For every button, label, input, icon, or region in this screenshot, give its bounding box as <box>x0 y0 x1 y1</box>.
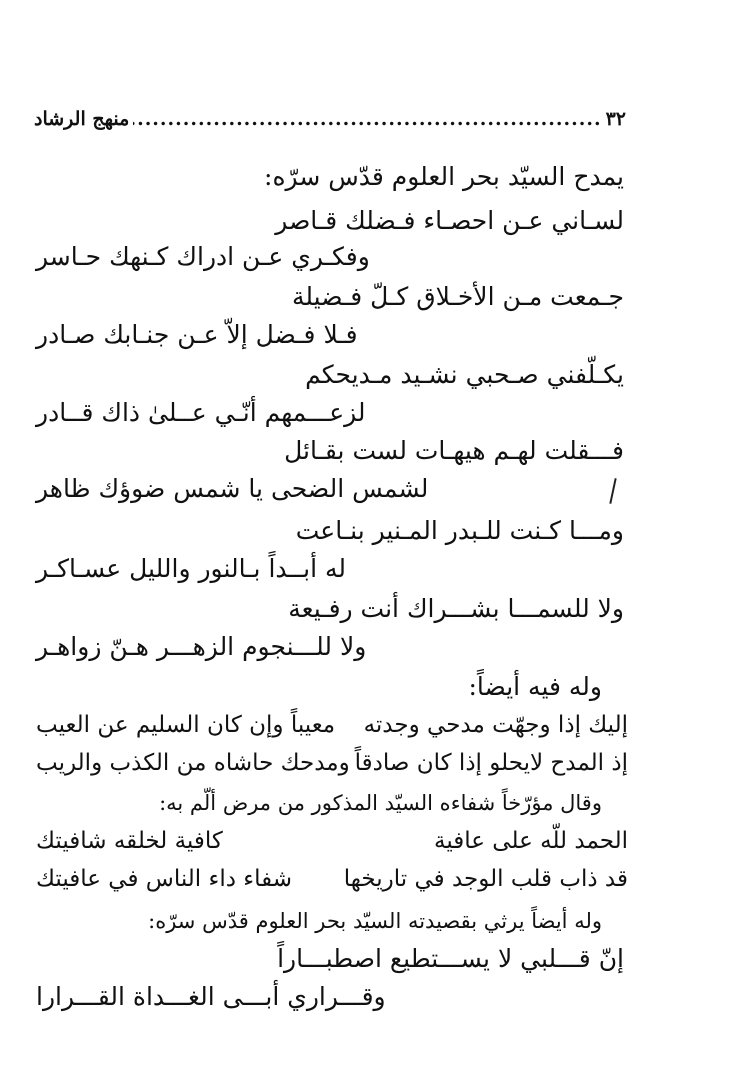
hemistich-second: معيباً وإن كان السليم عن العيب <box>36 712 336 738</box>
hemistich-second: ومدحك حاشاه من الكذب والريب <box>36 750 350 776</box>
hemistich-first: إليك إذا وجهّت مدحي وجدته <box>363 712 628 738</box>
couplet <box>36 824 628 858</box>
verse-line: ولا للـــنجوم الزهـــر هـنّ زواهـر <box>36 632 367 661</box>
section-intro: وقال مؤرّخاً شفاءه السيّد المذكور من مرض ألّم به: <box>159 791 602 815</box>
couplet <box>36 708 628 742</box>
section-intro: وله أيضاً يرثي بقصيدته السيّد بحر العلوم قدّس سرّه: <box>148 909 602 933</box>
verse-line: ولا للسمـــا بشـــراك أنت رفـيعة <box>288 594 624 623</box>
verse-line: ومـــا كـنت للـبدر المـنير بنـاعت <box>295 516 624 545</box>
page-number: ٣٢ <box>605 108 626 130</box>
section-intro: يمدح السيّد بحر العلوم قدّس سرّه: <box>264 162 624 191</box>
verse-line: جـمعت مـن الأخـلاق كـلّ فـضيلة <box>291 282 624 311</box>
couplet <box>36 862 628 896</box>
verse-line: وقـــراري أبـــى الغـــداة القـــرارا <box>36 982 386 1011</box>
verse-line: له أبــداً بـالنور والليل عسـاكـر <box>36 554 347 583</box>
verse-line: يكـلّفني صـحبي نشـيد مـديحكم <box>305 360 624 389</box>
hemistich-first: الحمد للّه على عافية <box>433 828 628 854</box>
verse-line: فـــقلت لهـم هيهـات لست بقـائل <box>284 436 624 465</box>
hemistich-second: شفاء داء الناس في عافيتك <box>36 866 292 892</box>
couplet <box>36 746 628 780</box>
verse-line: لشمس الضحى يا شمس ضوؤك ظاهر <box>36 474 429 503</box>
hemistich-first: قد ذاب قلب الوجد في تاريخها <box>343 866 628 892</box>
verse-line: لزعـــمهم أنّـي عــلىٰ ذاك قــادر <box>36 398 366 427</box>
verse-line: لسـاني عـن احصـاء فـضلك قـاصر <box>275 206 624 235</box>
verse-line: إنّ قـــلبي لا يســـتطيع اصطبـــاراً <box>277 944 624 973</box>
hemistich-first: إذ المدح لايحلو إذا كان صادقاً <box>354 750 628 776</box>
margin-pencil-mark <box>609 478 616 504</box>
running-header <box>34 108 626 134</box>
verse-line: وفكـري عـن ادراك كـنهك حـاسر <box>36 242 370 271</box>
section-intro: وله فيه أيضاً: <box>468 672 602 701</box>
book-title: منهج الرشاد <box>34 108 130 130</box>
header-dot-leader <box>133 108 601 130</box>
hemistich-second: كافية لخلقه شافيتك <box>36 828 223 854</box>
verse-line: فـلا فـضل إلاّ عـن جنـابك صـادر <box>36 320 358 349</box>
